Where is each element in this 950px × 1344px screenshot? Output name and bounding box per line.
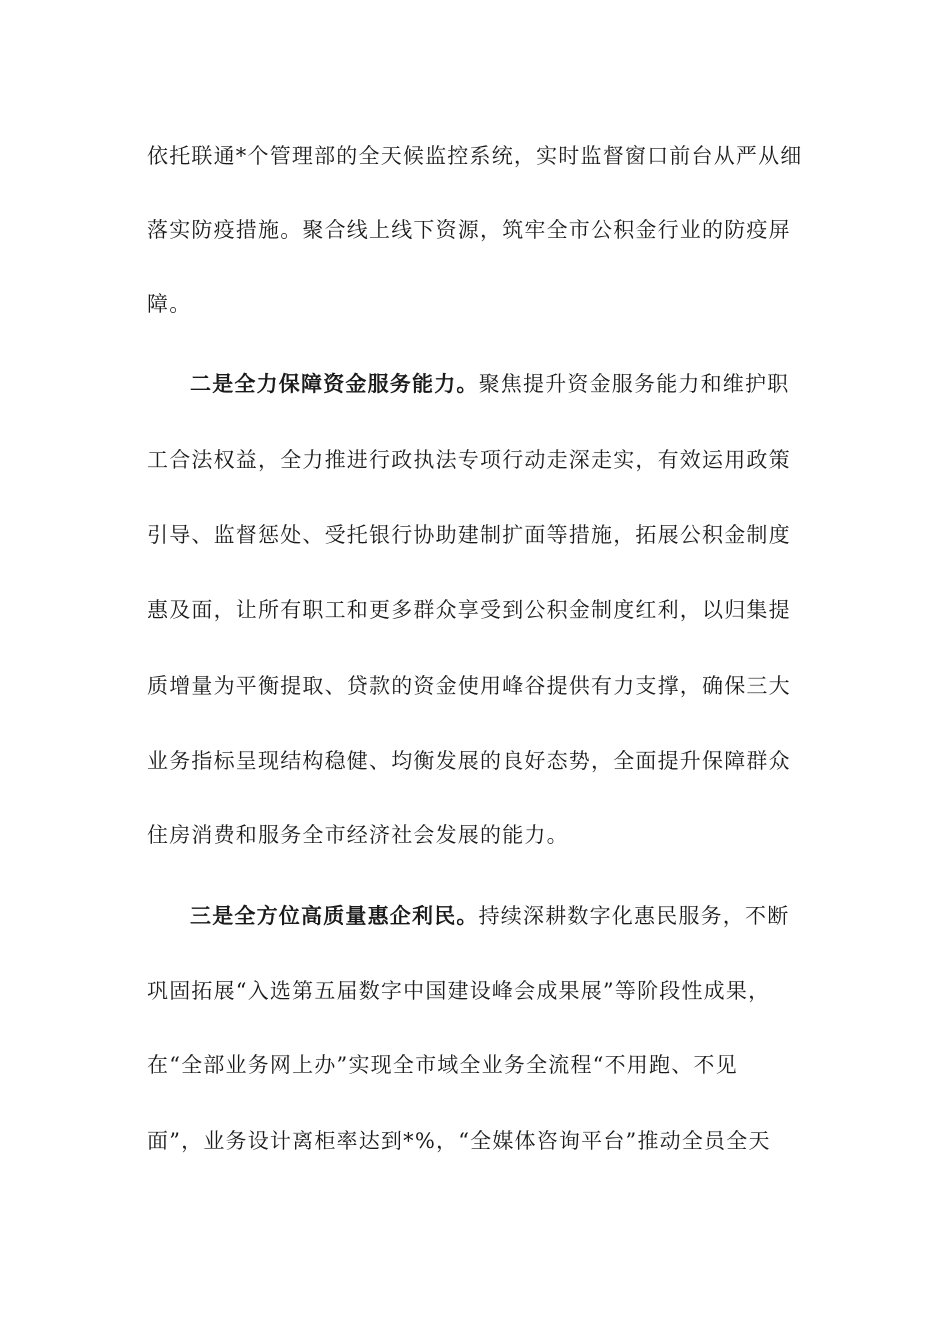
paragraph-line	[147, 976, 807, 1006]
line-text: 工合法权益，全力推进行政执法专项行动走深走实，有效运用政策	[147, 448, 791, 472]
paragraph-line	[147, 520, 807, 550]
paragraph-first-line	[190, 901, 850, 931]
line-text: 巩固拓展“入选第五届数字中国建设峰会成果展”等阶段性成果，	[147, 979, 771, 1003]
line-text: 持续深耕数字化惠民服务，不断	[478, 904, 790, 928]
section-heading: 三是全方位高质量惠企利民。	[190, 903, 479, 928]
line-text: 面”，业务设计离柜率达到*%，“全媒体咨询平台”推动全员全天	[147, 1129, 771, 1153]
paragraph-line	[147, 215, 807, 245]
line-text: 障。	[147, 292, 192, 316]
line-text: 业务指标呈现结构稳健、均衡发展的良好态势，全面提升保障群众	[147, 749, 791, 773]
line-text: 住房消费和服务全市经济社会发展的能力。	[147, 823, 569, 847]
paragraph-first-line	[190, 369, 850, 399]
paragraph-line	[147, 820, 807, 850]
paragraph-line	[147, 595, 807, 625]
paragraph-line	[147, 445, 807, 475]
paragraph-line	[147, 141, 807, 171]
line-text: 惠及面，让所有职工和更多群众享受到公积金制度红利，以归集提	[147, 598, 791, 622]
line-text: 引导、监督惩处、受托银行协助建制扩面等措施，拓展公积金制度	[147, 523, 791, 547]
line-text: 落实防疫措施。聚合线上线下资源，筑牢全市公积金行业的防疫屏	[147, 218, 791, 242]
section-heading: 二是全力保障资金服务能力。	[190, 371, 479, 396]
paragraph-line	[147, 671, 807, 701]
line-text: 依托联通*个管理部的全天候监控系统，实时监督窗口前台从严从细	[147, 144, 803, 168]
line-text: 聚焦提升资金服务能力和维护职	[478, 372, 790, 396]
paragraph-line	[147, 1050, 807, 1080]
paragraph-line	[147, 746, 807, 776]
line-text: 质增量为平衡提取、贷款的资金使用峰谷提供有力支撑，确保三大	[147, 674, 791, 698]
paragraph-line	[147, 1126, 807, 1156]
paragraph-line	[147, 289, 807, 319]
line-text: 在“全部业务网上办”实现全市域全业务全流程“不用跑、不见	[147, 1053, 738, 1077]
